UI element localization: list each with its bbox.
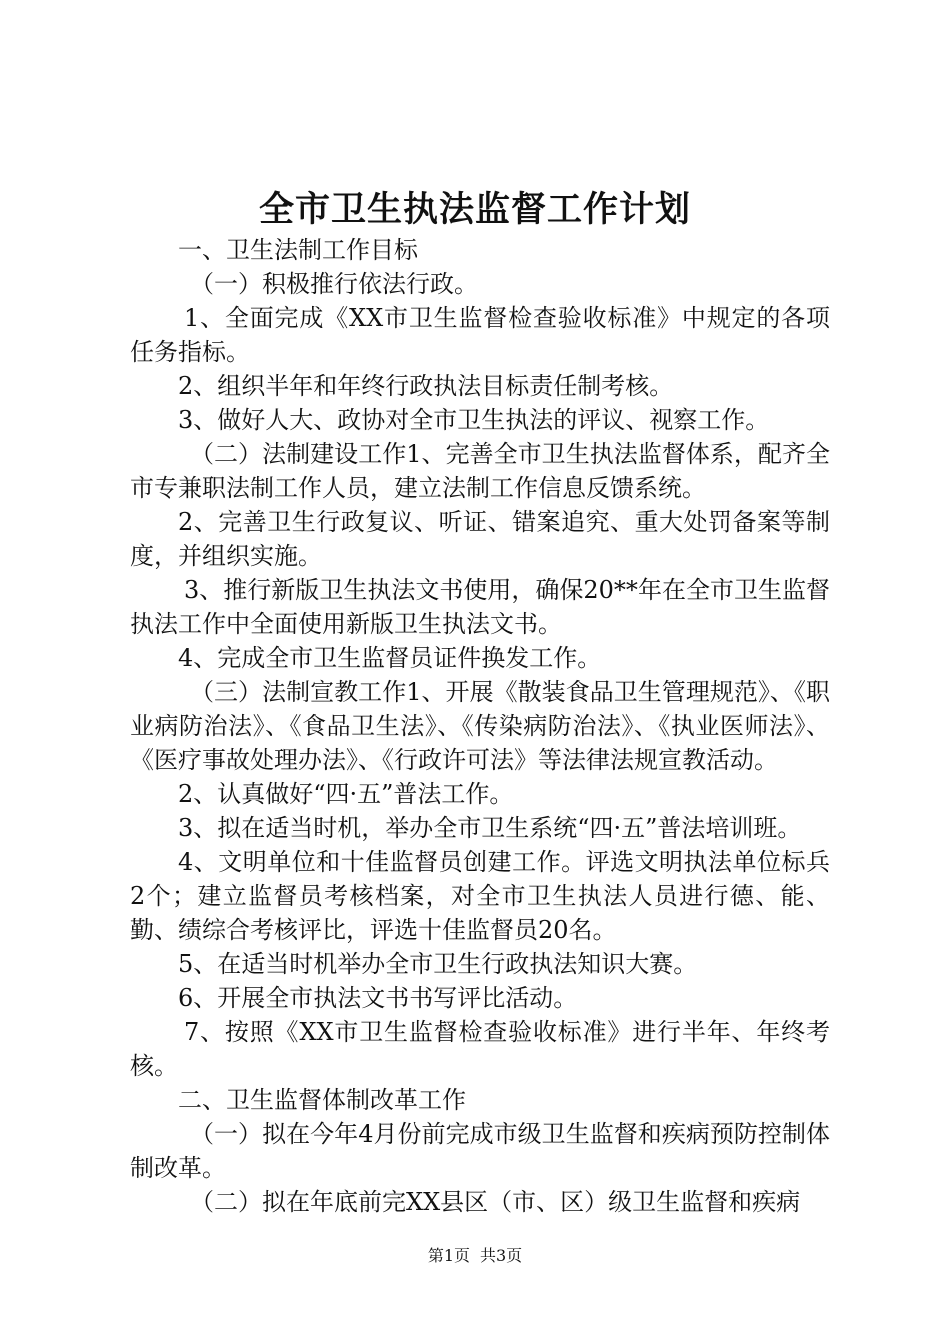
section-heading: 二、卫生监督体制改革工作: [178, 1086, 466, 1114]
page-number: 第1页: [427, 1246, 470, 1265]
document-body: [130, 233, 830, 1219]
paragraph: 3、推行新版卫生执法文书使用，确保20**年在全市卫生监督执法工作中全面使用新版卫生执法文书。: [130, 576, 830, 638]
paragraph: 2、认真做好“四·五”普法工作。: [178, 780, 514, 808]
subsection-heading: （一）积极推行依法行政。: [190, 270, 478, 298]
paragraph: （三）法制宣教工作1、开展《散装食品卫生管理规范》、《职业病防治法》、《食品卫生法》、《传染病防治法》、《执业医师法》、《医疗事故处理办法》、《行政许可法》等法律法规宣教活动。: [130, 678, 830, 774]
paragraph: 4、文明单位和十佳监督员创建工作。评选文明执法单位标兵2个；建立监督员考核档案，对全市卫生执法人员进行德、能、勤、绩综合考核评比，评选十佳监督员20名。: [130, 848, 830, 944]
paragraph: （二）法制建设工作1、完善全市卫生执法监督体系，配齐全市专兼职法制工作人员，建立法制工作信息反馈系统。: [130, 440, 830, 502]
paragraph: （一）拟在今年4月份前完成市级卫生监督和疾病预防控制体制改革。: [130, 1120, 830, 1182]
page-total: 共3页: [480, 1246, 523, 1265]
section-heading: 一、卫生法制工作目标: [178, 236, 418, 264]
page-footer: [0, 1245, 950, 1267]
paragraph: 2、组织半年和年终行政执法目标责任制考核。: [178, 372, 674, 400]
paragraph: 4、完成全市卫生监督员证件换发工作。: [178, 644, 602, 672]
paragraph: 2、完善卫生行政复议、听证、错案追究、重大处罚备案等制度，并组织实施。: [130, 508, 830, 570]
paragraph: 3、做好人大、政协对全市卫生执法的评议、视察工作。: [178, 406, 770, 434]
paragraph: 1、全面完成《XX市卫生监督检查验收标准》中规定的各项任务指标。: [130, 304, 830, 366]
paragraph: 3、拟在适当时机，举办全市卫生系统“四·五”普法培训班。: [178, 814, 802, 842]
document-title: 全市卫生执法监督工作计划: [258, 189, 691, 230]
paragraph: 5、在适当时机举办全市卫生行政执法知识大赛。: [178, 950, 698, 978]
paragraph: 6、开展全市执法文书书写评比活动。: [178, 984, 578, 1012]
paragraph: 7、按照《XX市卫生监督检查验收标准》进行半年、年终考核。: [130, 1018, 830, 1080]
paragraph: （二）拟在年底前完XX县区（市、区）级卫生监督和疾病: [190, 1188, 801, 1216]
